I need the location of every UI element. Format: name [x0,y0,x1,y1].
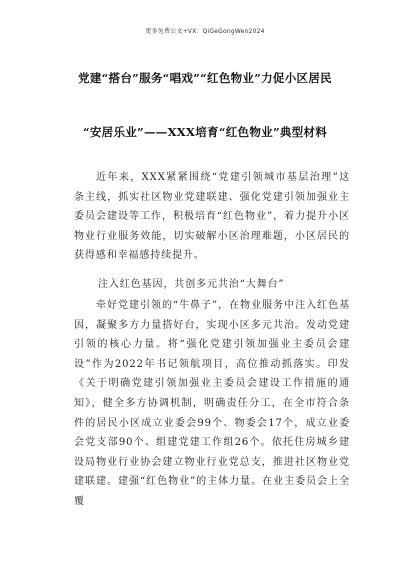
header-note: 更多免费公文+VX：QiGeGongWen2024 [145,28,265,35]
section-heading: 注入红色基因，共创多元共治“大舞台” [98,279,285,290]
document-title-line2: “安居乐业”——XXX培育“红色物业”典型材料 [82,125,328,139]
paragraph-intro: 近年来，XXX紧紧围绕“党建引领城市基层治理”这条主线，抓实社区物业党建联建、强化党建引领加强业主委员会建设等工作，积极培育“红色物业”，着力提升小区物业行业服务效能，切实破解小区治理难题，小区居民的获得感和幸福感持续提升。 [74,172,350,262]
paragraph-body: 牵好党建引领的“牛鼻子”，在物业服务中注入红色基因，凝聚多方力量搭好台，实现小区多元共治。发动党建引领的核心力量。将“强化党建引领加强业主委员会建设”作为2022年书记领航项目，高位推动抓落实。印发《关于明确党建引领加强业主委员会建设工作措施的通知》，健全多方协调机制，明确责任分工，在全市符合条件的居民小区成立业委会99个、物委会17个，成立业委会党支部90个、组建党建工作组26个。依托住房城乡建设局物业行业协会建立物业行业党总支，推进社区物业党建联建。建强“红色物业”的主体力量。在业主委员会上全覆 [74,300,350,507]
document-title-line1: 党建“搭台”服务“唱戏”“红色物业”力促小区居民 [78,71,332,85]
